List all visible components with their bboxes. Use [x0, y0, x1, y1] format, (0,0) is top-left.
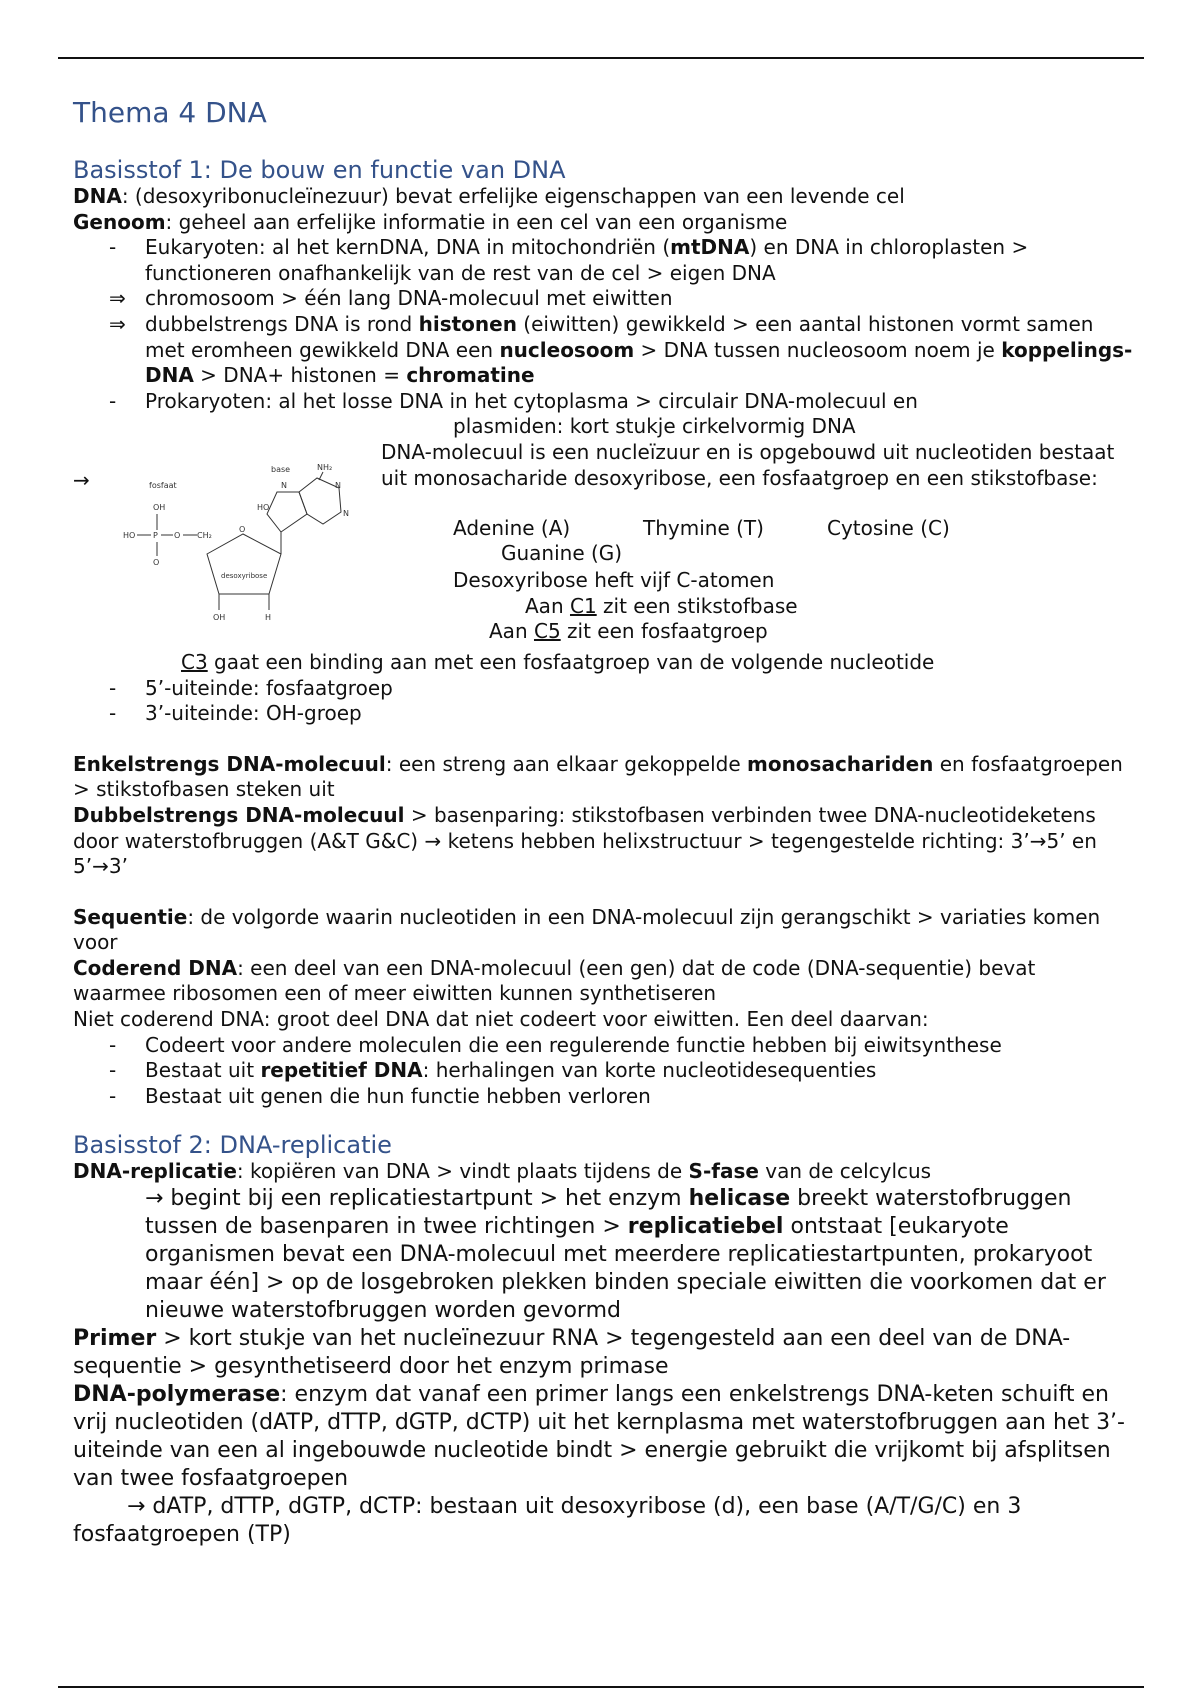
svg-text:H: H — [265, 612, 272, 622]
top-rule — [58, 57, 1144, 59]
def-niet-coderend: Niet coderend DNA: groot deel DNA dat niet codeert voor eiwitten. Een deel daarvan: — [73, 1007, 929, 1032]
list-item: - 5’-uiteinde: fosfaatgroep — [109, 675, 393, 700]
svg-text:desoxyribose: desoxyribose — [221, 571, 268, 580]
c3-note: C3 gaat een binding aan met een fosfaatgroep van de volgende nucleotide — [181, 649, 935, 674]
section-heading-2: Basisstof 2: DNA-replicatie — [73, 1131, 392, 1160]
def-replicatie: DNA-replicatie: kopiëren van DNA > vindt plaats tijdens de S-fase van de celcylcus — [73, 1159, 932, 1184]
c5-note: Aan C5 zit een fosfaatgroep — [489, 618, 768, 643]
def-dna: DNA: (desoxyribonucleïnezuur) bevat erfelijke eigenschappen van een levende cel — [73, 184, 905, 208]
list-item: - Codeert voor andere moleculen die een regulerende functie hebben bij eiwitsynthese — [109, 1032, 1002, 1057]
svg-text:N: N — [335, 480, 341, 490]
svg-text:HO: HO — [123, 530, 136, 540]
svg-text:OH: OH — [213, 612, 226, 622]
svg-text:CH₂: CH₂ — [197, 530, 212, 540]
implies-icon: ⇒ — [109, 286, 126, 311]
section-heading-1: Basisstof 1: De bouw en functie van DNA — [73, 156, 566, 184]
def-polymerase: DNA-polymerase: enzym dat vanaf een primer langs een enkelstrengs DNA-keten schuift en vrij nucleotiden (dATP, dTTP, dGTP, dCTP) uit het kernplasma met waterstofbruggen aan het 3’-uiteinde van een al ingebouwde nucleotide bindt > energie gebruikt die vrijkomt bij afsplitsen van twee fosfaatgroepen — [73, 1382, 1125, 1492]
arrow-icon: → — [73, 467, 90, 492]
document-page — [73, 96, 1133, 1549]
implies-icon: ⇒ — [109, 311, 126, 336]
desoxyribose-note: Desoxyribose heft vijf C-atomen — [453, 567, 775, 592]
svg-text:base: base — [271, 464, 291, 474]
nucleotide-block — [73, 440, 1133, 650]
def-primer: Primer > kort stukje van het nucleïnezuur RNA > tegengesteld aan een deel van de DNA-sequentie > gesynthetiseerd door het enzym primase — [73, 1326, 1071, 1380]
plasmiden-line: plasmiden: kort stukje cirkelvormig DNA — [453, 414, 856, 439]
def-sequentie: Sequentie: de volgorde waarin nucleotiden in een DNA-molecuul zijn gerangschikt > variaties komen voor — [73, 904, 1101, 955]
svg-text:OH: OH — [153, 502, 166, 512]
list-item: - Bestaat uit genen die hun functie hebben verloren — [109, 1083, 651, 1108]
nucleotide-description: DNA-molecuul is een nucleïzuur en is opgebouwd uit nucleotiden bestaat uit monosacharide desoxyribose, een fosfaatgroep en een stikstofbase: — [381, 439, 1115, 490]
datp-note-cont: fosfaatgroepen (TP) — [73, 1522, 291, 1548]
list-item: - Bestaat uit repetitief DNA: herhalingen van korte nucleotidesequenties — [109, 1058, 877, 1083]
list-item: ⇒ chromosoom > één lang DNA-molecuul met eiwitten — [109, 286, 673, 311]
base-thymine: Thymine (T) — [643, 515, 764, 540]
page-title: Thema 4 DNA — [73, 96, 267, 129]
def-genoom: Genoom: geheel aan erfelijke informatie in een cel van een organisme — [73, 209, 788, 234]
def-coderend: Coderend DNA: een deel van een DNA-molecuul (een gen) dat de code (DNA-sequentie) bevat waarmee ribosomen een of meer eiwitten kunnen synthetiseren — [73, 955, 1036, 1006]
base-cytosine: Cytosine (C) — [827, 515, 950, 540]
datp-note: → dATP, dTTP, dGTP, dCTP: bestaan uit desoxyribose (d), een base (A/T/G/C) en 3 — [127, 1494, 1022, 1520]
svg-text:N: N — [343, 508, 349, 518]
list-item: ⇒ dubbelstrengs DNA is rond histonen (eiwitten) gewikkeld > een aantal histonen vormt samen met eromheen gewikkeld DNA een nucleosoom > DNA tussen nucleosoom noem je koppelings-DNA > DNA+ histonen = chromatine — [109, 311, 1133, 388]
svg-text:fosfaat: fosfaat — [149, 480, 177, 490]
svg-text:O: O — [239, 524, 246, 534]
svg-text:HO: HO — [257, 502, 270, 512]
def-dubbelstrengs: Dubbelstrengs DNA-molecuul > basenparing: stikstofbasen verbinden twee DNA-nucleotideketens door waterstofbruggen (A&T G&C) → ketens hebben helixstructuur > tegengestelde richting: 3’→5’ en 5’→3’ — [73, 802, 1097, 879]
list-item: - 3’-uiteinde: OH-groep — [109, 701, 362, 726]
svg-text:O: O — [174, 530, 181, 540]
list-item: - Eukaryoten: al het kernDNA, DNA in mitochondriën (mtDNA) en DNA in chloroplasten > functioneren onafhankelijk van de rest van de cel > eigen DNA — [109, 235, 1029, 285]
svg-text:P: P — [153, 530, 158, 540]
base-adenine: Adenine (A) — [453, 515, 571, 540]
list-item: - Prokaryoten: al het losse DNA in het cytoplasma > circulair DNA-molecuul en — [109, 388, 918, 413]
bottom-rule — [58, 1686, 1144, 1688]
replicatie-detail: → begint bij een replicatiestartpunt > het enzym helicase breekt waterstofbruggen tussen de basenparen in twee richtingen > replicatiebel ontstaat [eukaryote organismen bevat een DNA-molecuul met meerdere replicatiestartpunten, prokaryoot maar één] > op de losgebroken plekken binden speciale eiwitten die voorkomen dat er nieuwe waterstofbruggen worden gevormd — [145, 1186, 1106, 1324]
svg-text:N: N — [281, 480, 287, 490]
base-guanine: Guanine (G) — [501, 540, 623, 565]
svg-text:NH₂: NH₂ — [317, 462, 333, 472]
svg-text:O: O — [153, 557, 160, 567]
c1-note: Aan C1 zit een stikstofbase — [525, 593, 798, 618]
def-enkelstrengs: Enkelstrengs DNA-molecuul: een streng aan elkaar gekoppelde monosachariden en fosfaatgroepen > stikstofbasen steken uit — [73, 751, 1123, 802]
